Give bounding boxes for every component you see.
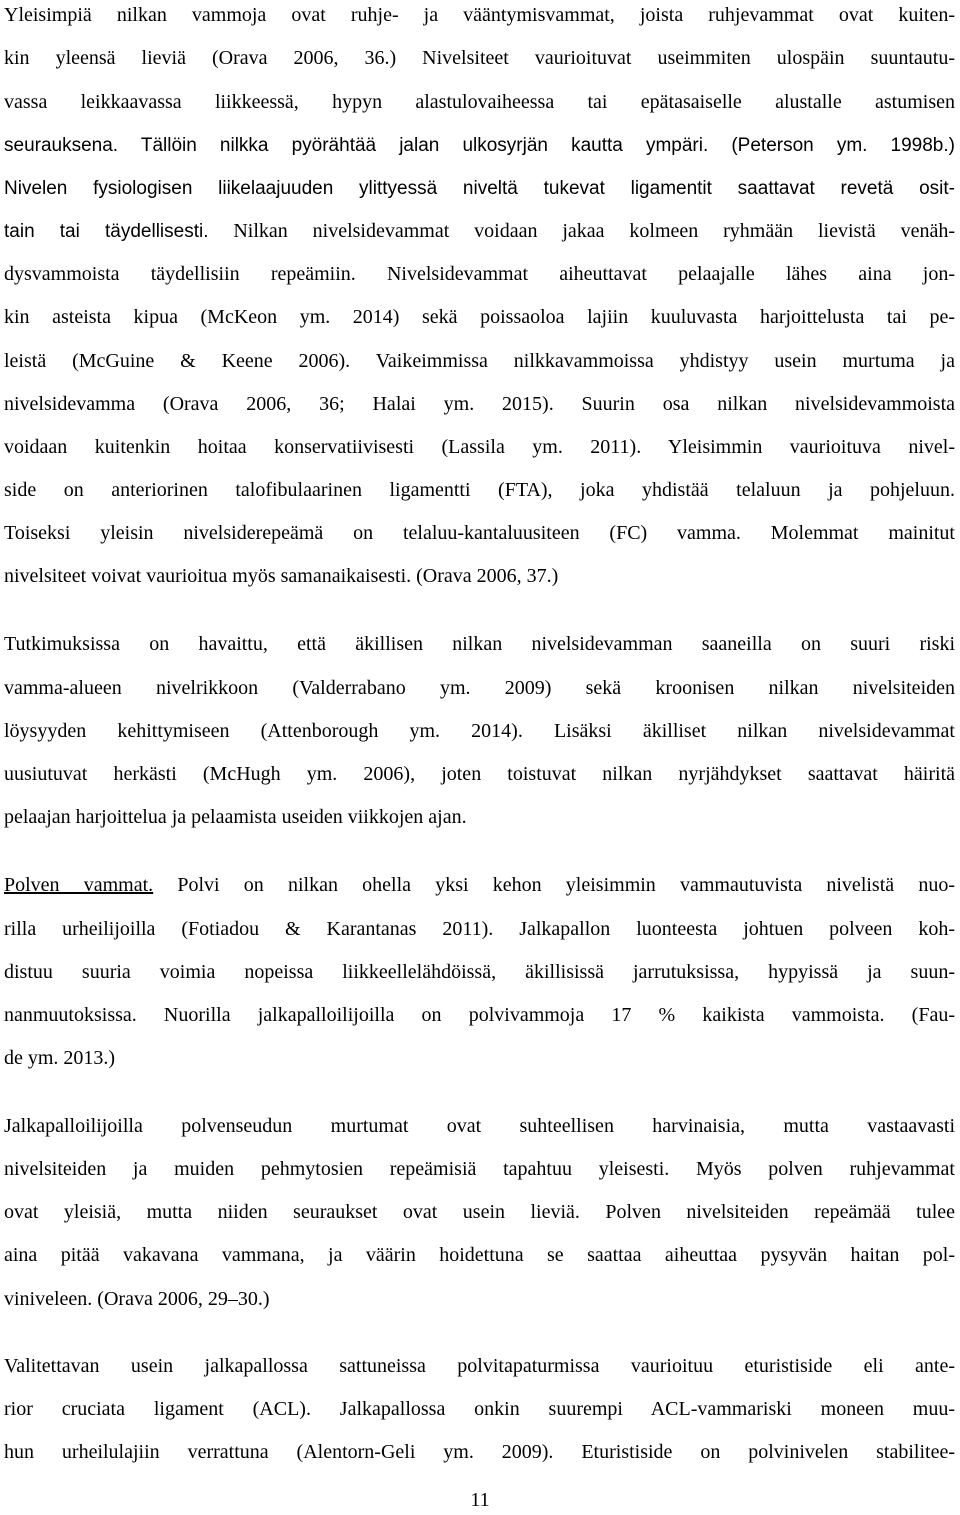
text-line — [4, 435, 955, 459]
text-line — [4, 1287, 955, 1311]
text-line — [4, 90, 955, 114]
text-segment: Nilkan nivelsidevammat voidaan jakaa kolmeen ryhmään lievistä venäh- — [208, 220, 955, 242]
text-segment: kin yleensä lieviä (Orava 2006, 36.) Nivelsiteet vaurioituvat useimmiten ulospäin suuntautu- — [4, 47, 955, 69]
text-segment: Valitettavan usein jalkapallossa sattuneissa polvitapaturmissa vaurioituu eturistiside eli ante- — [4, 1355, 955, 1377]
text-segment: Polvi on nilkan ohella yksi kehon yleisimmin vammautuvista nivelistä nuo- — [153, 874, 955, 896]
text-line — [4, 719, 955, 743]
text-line — [4, 917, 955, 941]
text-segment: ovat yleisiä, mutta niiden seuraukset ovat usein lieviä. Polven nivelsiteiden repeämää tulee — [4, 1201, 955, 1223]
text-line — [4, 176, 955, 200]
text-segment: nivelsiteet voivat vaurioitua myös samanaikaisesti. (Orava 2006, 37.) — [4, 565, 559, 587]
text-segment: seurauksena. Tällöin nilkka pyörähtää jalan ulkosyrjän kautta ympäri. (Peterson ym. 1998b.) — [4, 135, 955, 156]
text-segment: kin asteista kipua (McKeon ym. 2014) sekä poissaoloa lajiin kuuluvasta harjoittelusta tai pe- — [4, 306, 955, 328]
text-line — [4, 1157, 955, 1181]
text-line — [4, 521, 955, 545]
text-line — [4, 676, 955, 700]
text-line — [4, 305, 955, 329]
text-segment: viniveleen. (Orava 2006, 29–30.) — [4, 1288, 270, 1310]
text-line — [4, 1200, 955, 1224]
page-number: 11 — [470, 1489, 490, 1511]
text-line — [4, 1003, 955, 1027]
text-line — [4, 133, 955, 157]
text-segment: pelaajan harjoittelua ja pelaamista useiden viikkojen ajan. — [4, 806, 467, 828]
text-segment: side on anteriorinen talofibulaarinen ligamentti (FTA), joka yhdistää telaluun ja pohjeluun. — [4, 479, 955, 501]
text-line — [4, 960, 955, 984]
text-segment: vamma-alueen nivelrikkoon (Valderrabano ym. 2009) sekä kroonisen nilkan nivelsiteiden — [4, 677, 955, 699]
text-segment: voidaan kuitenkin hoitaa konservatiivisesti (Lassila ym. 2011). Yleisimmin vaurioituva nivel- — [4, 436, 955, 458]
text-segment: nivelsiteiden ja muiden pehmytosien repeämisiä tapahtuu yleisesti. Myös polven ruhjevammat — [4, 1158, 955, 1180]
text-segment: hun urheilulajiin verrattuna (Alentorn-Geli ym. 2009). Eturistiside on polvinivelen stabilitee- — [4, 1441, 955, 1463]
text-line — [4, 805, 955, 829]
text-line — [4, 1354, 955, 1378]
text-segment: vassa leikkaavassa liikkeessä, hypyn alastulovaiheessa tai epätasaiselle alustalle astumisen — [4, 91, 955, 113]
text-line — [4, 1114, 955, 1138]
text-line — [4, 3, 955, 27]
text-segment: de ym. 2013.) — [4, 1047, 116, 1069]
text-segment: rilla urheilijoilla (Fotiadou & Karantanas 2011). Jalkapallon luonteesta johtuen polveen koh- — [4, 918, 955, 940]
text-segment: dysvammoista täydellisiin repeämiin. Nivelsidevammat aiheuttavat pelaajalle lähes aina jon- — [4, 263, 955, 285]
text-line — [4, 873, 955, 897]
text-line — [4, 262, 955, 286]
text-segment: uusiutuvat herkästi (McHugh ym. 2006), joten toistuvat nilkan nyrjähdykset saattavat häiritä — [4, 763, 955, 785]
text-line — [4, 478, 955, 502]
text-segment: Tutkimuksissa on havaittu, että äkillisen nilkan nivelsidevamman saaneilla on suuri riski — [4, 633, 955, 655]
text-segment: löysyyden kehittymiseen (Attenborough ym. 2014). Lisäksi äkilliset nilkan nivelsidevammat — [4, 720, 955, 742]
section-heading: Polven vammat. — [4, 874, 154, 896]
text-line — [4, 349, 955, 373]
text-line — [4, 1440, 955, 1464]
text-segment: rior cruciata ligament (ACL). Jalkapallossa onkin suurempi ACL-vammariski moneen muu- — [4, 1398, 955, 1420]
text-line — [4, 1243, 955, 1267]
text-segment: leistä (McGuine & Keene 2006). Vaikeimmissa nilkkavammoissa yhdistyy usein murtuma ja — [4, 350, 955, 372]
text-segment: aina pitää vakavana vammana, ja väärin hoidettuna se saattaa aiheuttaa pysyvän haitan pol- — [4, 1244, 955, 1266]
text-segment: Jalkapalloilijoilla polvenseudun murtumat ovat suhteellisen harvinaisia, mutta vastaavasti — [4, 1115, 955, 1137]
text-segment: nanmuutoksissa. Nuorilla jalkapalloilijoilla on polvivammoja 17 % kaikista vammoista. (Fau- — [4, 1004, 955, 1026]
text-segment: Yleisimpiä nilkan vammoja ovat ruhje- ja vääntymisvammat, joista ruhjevammat ovat kuiten- — [4, 4, 955, 26]
text-line — [4, 1046, 955, 1070]
text-line — [4, 762, 955, 786]
text-line — [4, 46, 955, 70]
text-segment: Toiseksi yleisin nivelsiderepeämä on telaluu-kantaluusiteen (FC) vamma. Molemmat mainitut — [4, 522, 955, 544]
text-line — [4, 1397, 955, 1421]
text-line — [4, 564, 955, 588]
text-segment: tain tai täydellisesti. — [4, 221, 209, 242]
text-segment: nivelsidevamma (Orava 2006, 36; Halai ym. 2015). Suurin osa nilkan nivelsidevammoista — [4, 393, 955, 415]
text-line — [4, 219, 955, 243]
text-segment: distuu suuria voimia nopeissa liikkeellelähdöissä, äkillisissä jarrutuksissa, hypyissä ja suun- — [4, 961, 955, 983]
text-line — [4, 632, 955, 656]
text-line — [4, 392, 955, 416]
text-segment: Nivelen fysiologisen liikelaajuuden ylittyessä niveltä tukevat ligamentit saattavat revetä osit- — [4, 178, 955, 199]
